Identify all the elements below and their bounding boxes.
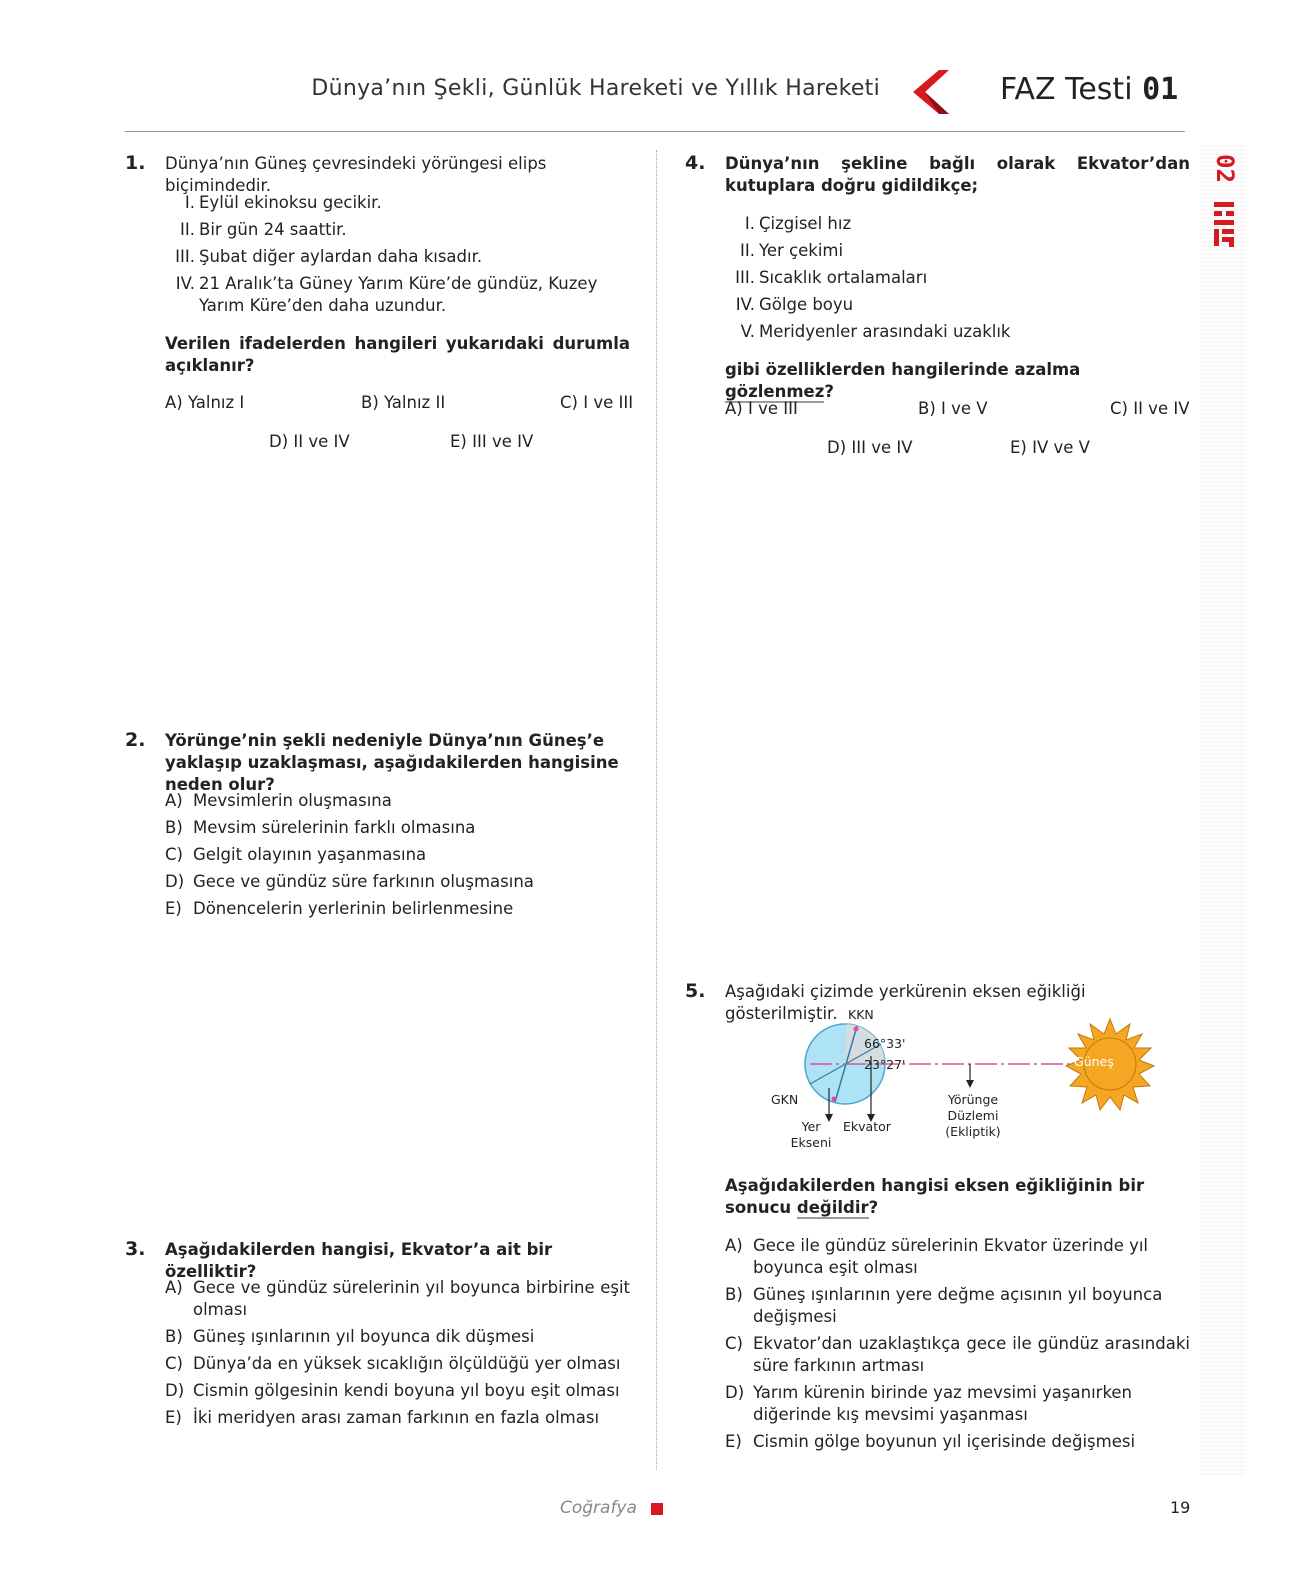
question-3-stem: Aşağıdakilerden hangisi, Ekvator’a ait bir özelliktir?	[165, 1240, 553, 1281]
question-3-options	[165, 1277, 630, 1429]
q1-option-b[interactable]: B) Yalnız II	[361, 393, 446, 412]
page-number: 19	[1170, 1498, 1191, 1517]
q2-option-c[interactable]: C) Gelgit olayının yaşanmasına	[165, 845, 427, 864]
q1-option-c[interactable]: C) I ve III	[560, 393, 634, 412]
question-4-question: gibi özelliklerden hangilerinde azalma gözlenmez?	[725, 360, 1081, 401]
test-title: FAZ Testi 01	[1000, 72, 1179, 107]
question-5-options	[725, 1235, 1190, 1453]
question-4-stem: Dünya’nın şekline bağlı olarak Ekvator’dan kutuplara doğru gidildikçe;	[725, 154, 1190, 195]
chapter-title: Dünya’nın Şekli, Günlük Hareketi ve Yıllık Hareketi	[311, 76, 880, 101]
footer-square-icon	[651, 1503, 663, 1515]
side-strip	[1200, 145, 1245, 1475]
label-equator: Ekvator	[843, 1119, 891, 1134]
q5-option-b[interactable]: B) Güneş ışınlarının yere değme açısının yıl boyunca değişmesi	[725, 1285, 1163, 1326]
q5-option-d[interactable]: D) Yarım kürenin birinde yaz mevsimi yaşanırken diğerinde kış mevsimi yaşanması	[725, 1383, 1133, 1424]
header-divider	[125, 131, 1185, 132]
question-5-question: Aşağıdakilerden hangisi eksen eğikliğinin bir sonucu değildir?	[725, 1176, 1145, 1217]
question-1-stem: Dünya’nın Güneş çevresindeki yörüngesi elips biçimindedir.	[165, 154, 547, 195]
q4-option-e[interactable]: E) IV ve V	[1010, 438, 1090, 457]
q1-option-d[interactable]: D) II ve IV	[269, 432, 350, 451]
question-1-question: Verilen ifadelerden hangileri yukarıdaki durumla açıklanır?	[165, 334, 630, 375]
q2-option-d[interactable]: D) Gece ve gündüz süre farkının oluşmasına	[165, 872, 534, 891]
question-3-number: 3.	[125, 1238, 146, 1260]
question-4-number: 4.	[685, 152, 706, 174]
question-2-options	[165, 790, 630, 920]
question-4-items: I. Çizgisel hız II. Yer çekimi III. Sıcaklık ortalamaları IV. Gölge boyu V. Meridyenler arasındaki uzaklık	[735, 214, 1011, 341]
label-gkn: GKN	[771, 1092, 799, 1107]
question-2-number: 2.	[125, 729, 146, 751]
label-orbital-plane: Yörünge Düzlemi (Ekliptik)	[945, 1092, 1001, 1139]
side-number: 02	[1211, 154, 1239, 183]
label-sun: Güneş	[1074, 1054, 1114, 1069]
q4-option-c[interactable]: C) II ve IV	[1110, 399, 1190, 418]
question-2-stem: Yörünge’nin şekli nedeniyle Dünya’nın Güneş’e yaklaşıp uzaklaşması, aşağıdakilerden hangisine neden olur?	[165, 731, 619, 794]
q1-option-e[interactable]: E) III ve IV	[450, 432, 534, 451]
q3-option-b[interactable]: B) Güneş ışınlarının yıl boyunca dik düşmesi	[165, 1327, 535, 1346]
q1-option-a[interactable]: A) Yalnız I	[165, 393, 245, 412]
question-1-items: I. Eylül ekinoksu gecikir. II. Bir gün 24 saattir. III. Şubat diğer aylardan daha kısadır. IV. 21 Aralık’ta Güney Yarım Küre’de gündüz, Kuzey Yarım Küre’den daha uzundur.	[175, 193, 598, 315]
q4-option-d[interactable]: D) III ve IV	[827, 438, 913, 457]
q5-option-a[interactable]: A) Gece ile gündüz sürelerinin Ekvator üzerinde yıl boyunca eşit olması	[725, 1236, 1149, 1277]
label-earth-axis: Yer Ekseni	[790, 1119, 832, 1150]
q4-option-a[interactable]: A) I ve III	[725, 399, 798, 418]
q3-option-c[interactable]: C) Dünya’da en yüksek sıcaklığın ölçüldüğü yer olması	[165, 1354, 621, 1373]
side-faz-label	[1211, 150, 1239, 260]
chevron-left-icon	[905, 68, 953, 116]
label-angle-2: 23°27ꞌ	[864, 1057, 906, 1072]
question-5-number: 5.	[685, 980, 706, 1002]
question-5-stem: Aşağıdaki çizimde yerkürenin eksen eğikliği gösterilmiştir.	[725, 982, 1086, 1023]
question-1-number: 1.	[125, 152, 146, 174]
column-divider	[656, 150, 657, 1470]
q3-option-a[interactable]: A) Gece ve gündüz sürelerinin yıl boyunca birbirine eşit olması	[165, 1278, 630, 1319]
footer-subject: Coğrafya	[560, 1498, 637, 1518]
q5-option-e[interactable]: E) Cismin gölge boyunun yıl içerisinde değişmesi	[725, 1432, 1136, 1451]
label-angle-1: 66°33ꞌ	[864, 1036, 906, 1051]
q2-option-b[interactable]: B) Mevsim sürelerinin farklı olmasına	[165, 818, 476, 837]
q4-option-b[interactable]: B) I ve V	[918, 399, 988, 418]
q3-option-d[interactable]: D) Cismin gölgesinin kendi boyuna yıl boyu eşit olması	[165, 1381, 620, 1400]
q2-option-a[interactable]: A) Mevsimlerin oluşmasına	[165, 791, 392, 810]
label-kkn: KKN	[848, 1007, 874, 1022]
q5-option-c[interactable]: C) Ekvator’dan uzaklaştıkça gece ile gündüz arasındaki süre farkının artması	[725, 1334, 1190, 1375]
q3-option-e[interactable]: E) İki meridyen arası zaman farkının en fazla olması	[165, 1408, 600, 1427]
q2-option-e[interactable]: E) Dönencelerin yerlerinin belirlenmesine	[165, 899, 514, 918]
